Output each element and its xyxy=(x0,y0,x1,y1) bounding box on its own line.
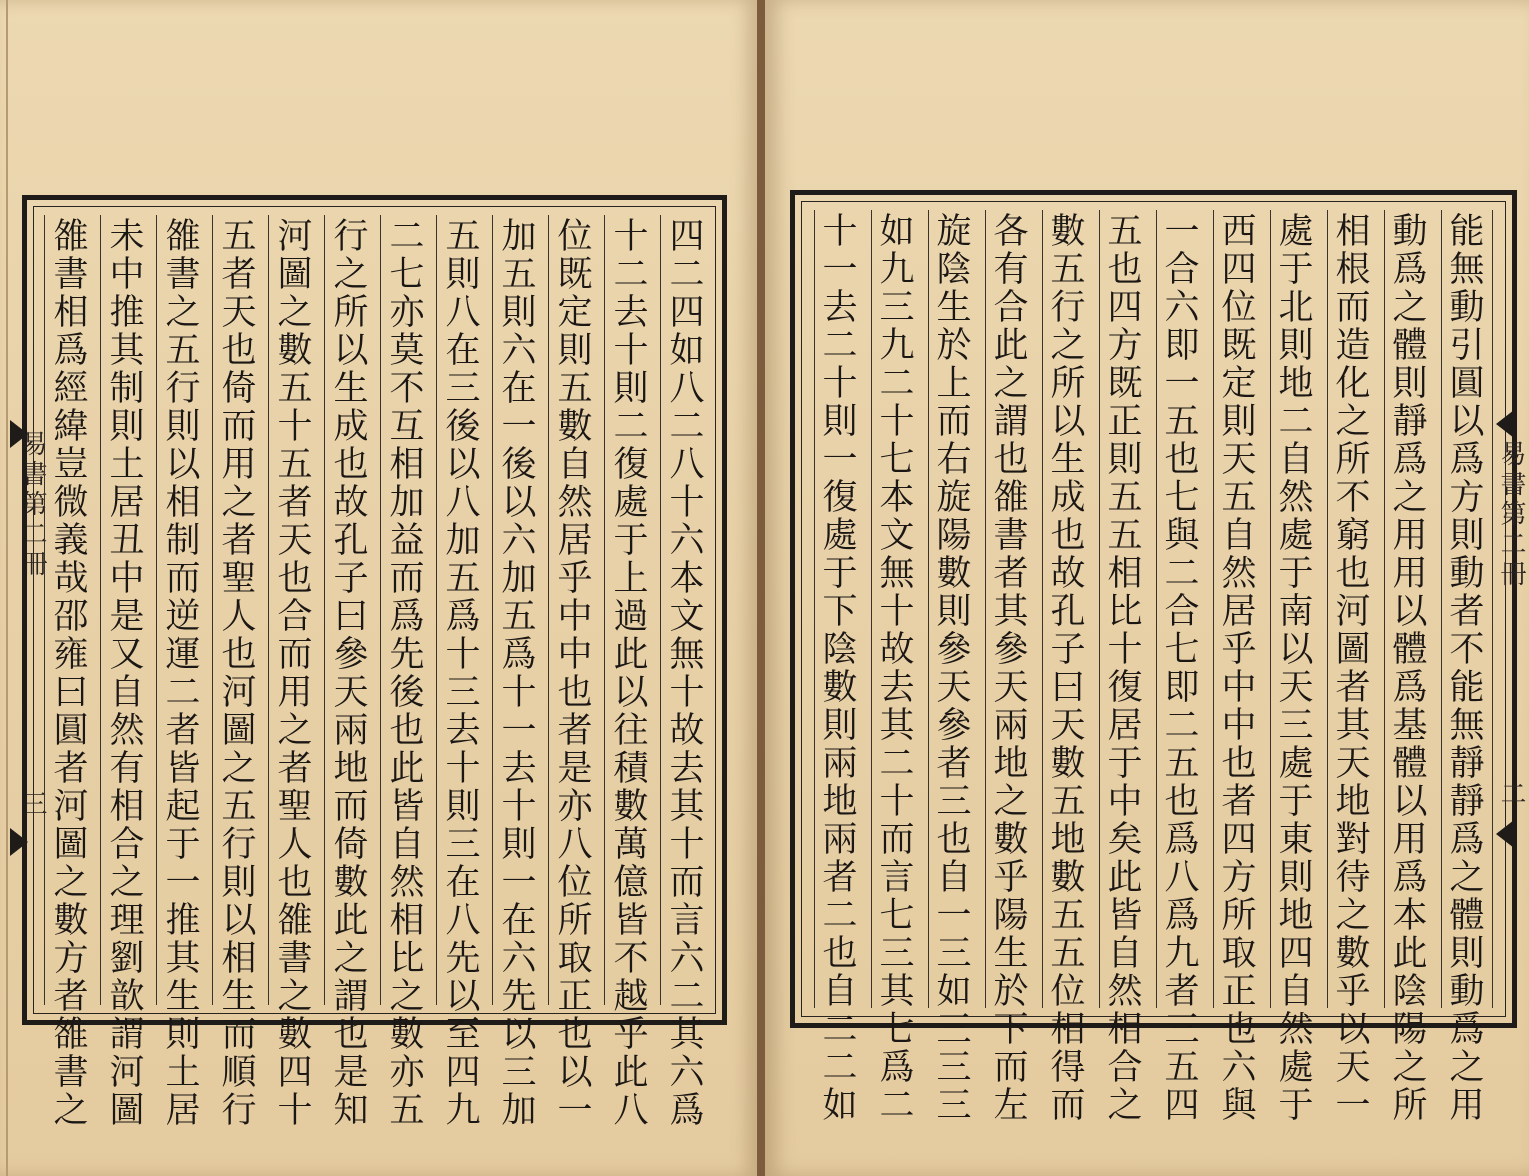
text-column: 位既定則五數自然居乎中中也者是亦八位所取正也以一 xyxy=(552,217,592,1129)
left-page-edge xyxy=(6,0,8,1176)
right-text-frame xyxy=(790,190,1517,1124)
text-column: 河圖之數五十五者天也合而用之者聖人也雒書之數四十 xyxy=(272,217,312,1129)
fish-tail-mark-bottom xyxy=(1496,820,1514,848)
left-inner-border xyxy=(33,206,716,1129)
text-column: 四二四如八二八十六本文無十故去其十而言六二其六爲 xyxy=(664,217,704,1129)
column-rule xyxy=(1099,210,1100,1008)
column-rule xyxy=(324,215,325,1005)
right-inner-border xyxy=(801,201,1506,1124)
column-rule xyxy=(814,210,815,1008)
text-column: 五也四方既正則五五相比十復居于中矣此皆自然相合之 xyxy=(1102,212,1142,1124)
column-rule xyxy=(1441,210,1442,1008)
right-banxin-folio: 二 xyxy=(1496,780,1526,810)
column-rule xyxy=(548,215,549,1005)
text-column: 能無動引圓以爲方則動者不能無靜靜爲之體則動爲之用 xyxy=(1444,212,1484,1124)
text-column: 五則八在三後以八加五爲十三去十則三在八先以至四九 xyxy=(440,217,480,1129)
text-column: 雒書相爲經緯豈微義哉邵雍曰圓者河圖之數方者雒書之 xyxy=(48,217,88,1129)
text-column: 旋陰生於上而右旋陽數則參天參者三也自一三如三三三 xyxy=(931,212,971,1124)
column-rule xyxy=(268,215,269,1005)
column-rule xyxy=(156,215,157,1005)
column-rule xyxy=(604,215,605,1005)
column-rule xyxy=(492,215,493,1005)
text-column: 如九三九二十七本文無十故去其二十而言七三其七爲二 xyxy=(874,212,914,1124)
column-rule xyxy=(212,215,213,1005)
text-column: 十二去十則二復處于上過此以往積數萬億皆不越乎此八 xyxy=(608,217,648,1129)
text-column: 加五則六在一後以六加五爲十一去十則一在六先以三加 xyxy=(496,217,536,1129)
column-rule xyxy=(1270,210,1271,1008)
banxin-rule xyxy=(1492,210,1493,1008)
left-banxin-title: 易書第二冊 xyxy=(17,430,47,580)
column-rule xyxy=(1213,210,1214,1008)
column-rule xyxy=(660,215,661,1005)
text-column: 雒書之五行則以相制而逆運二者皆起于一推其生則土居 xyxy=(160,217,200,1129)
left-banxin-folio: 三 xyxy=(17,790,47,820)
column-rule xyxy=(100,215,101,1005)
text-column: 未中推其制則土居丑中是又自然有相合之理劉歆謂河圖 xyxy=(104,217,144,1129)
text-column: 處于北則地二自然處于南以天三處于東則地四自然處于 xyxy=(1273,212,1313,1124)
left-page xyxy=(0,0,757,1176)
text-column: 西四位既定則天五自然居乎中中也者四方所取正也六與 xyxy=(1216,212,1256,1124)
text-column: 十一去二十則一復處于下陰數則兩地兩者二也自二二如 xyxy=(817,212,857,1124)
column-rule xyxy=(928,210,929,1008)
text-column: 數五行之所以生成也故孔子曰天數五地數五五位相得而 xyxy=(1045,212,1085,1124)
book-gutter xyxy=(757,0,765,1176)
column-rule xyxy=(1042,210,1043,1008)
column-rule xyxy=(44,215,45,1005)
text-column: 五者天也倚而用之者聖人也河圖之五行則以相生而順行 xyxy=(216,217,256,1129)
fish-tail-mark-top xyxy=(1496,410,1514,438)
column-rule xyxy=(871,210,872,1008)
text-column: 相根而造化之所不窮也河圖者其天地對待之數乎以天一 xyxy=(1330,212,1370,1124)
right-banxin-title: 易書第二冊 xyxy=(1496,440,1526,590)
right-page xyxy=(765,0,1529,1176)
text-column: 行之所以生成也故孔子曰參天兩地而倚數此之謂也是知 xyxy=(328,217,368,1129)
text-column: 各有合此之謂也雒書者其參天兩地之數乎陽生於下而左 xyxy=(988,212,1028,1124)
column-rule xyxy=(436,215,437,1005)
column-rule xyxy=(1327,210,1328,1008)
text-column: 二七亦莫不互相加益而爲先後也此皆自然相比之數亦五 xyxy=(384,217,424,1129)
text-column: 動爲之體則靜爲之用用以體爲基體以用爲本此陰陽之所 xyxy=(1387,212,1427,1124)
column-rule xyxy=(1384,210,1385,1008)
left-text-frame xyxy=(22,195,727,1129)
column-rule xyxy=(380,215,381,1005)
column-rule xyxy=(985,210,986,1008)
column-rule xyxy=(1156,210,1157,1008)
text-column: 一合六即一五也七與二合七即二五也爲八爲九者三五四 xyxy=(1159,212,1199,1124)
